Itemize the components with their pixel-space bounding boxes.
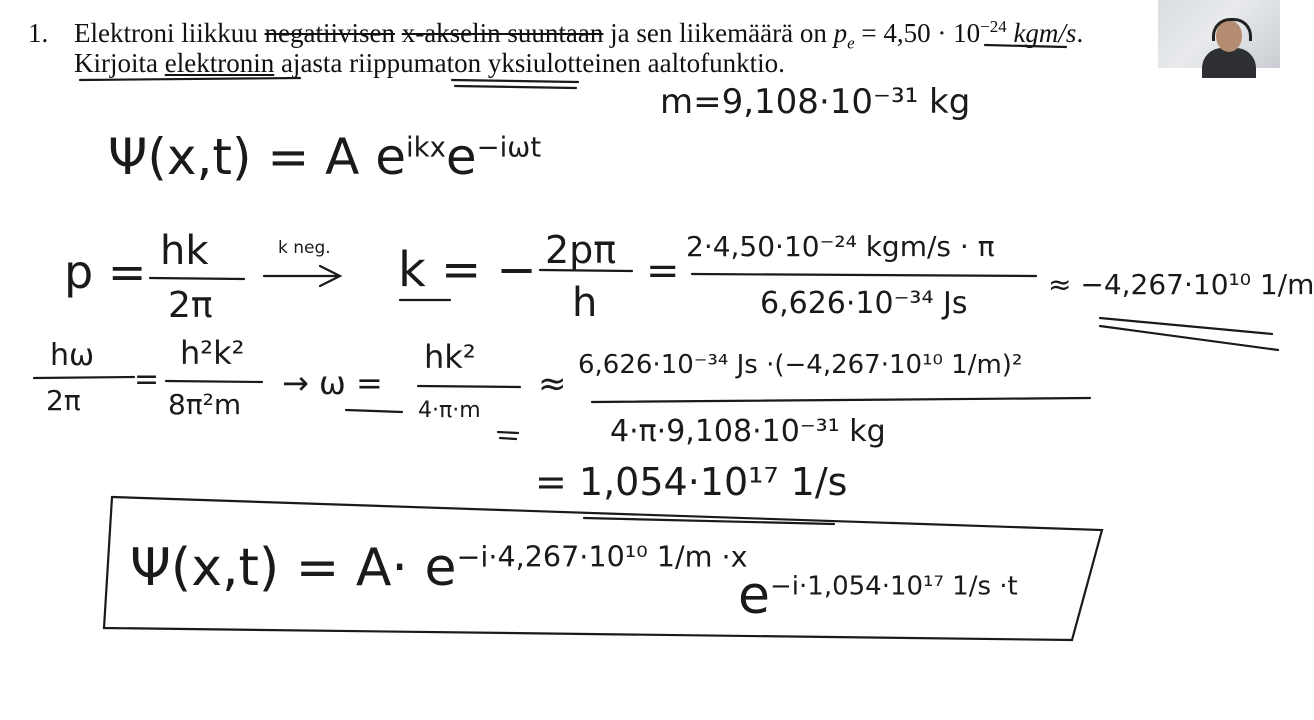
problem-text-2: ja sen liikemäärä on bbox=[603, 18, 834, 48]
k-fraction-bar bbox=[540, 270, 632, 271]
omega-approx: ≈ bbox=[538, 364, 567, 404]
energy-mid-numerator: h²k² bbox=[180, 334, 245, 372]
underline-electron-1 bbox=[452, 80, 578, 82]
problem-text-electron: elektronin bbox=[164, 48, 275, 78]
problem-text-4: ajasta riippumaton yksiulotteinen aaltofunktio. bbox=[274, 48, 785, 78]
k-result-underline-1 bbox=[1100, 318, 1272, 334]
omega-denominator-values: 4·π·9,108·10⁻³¹ kg bbox=[610, 414, 886, 449]
k-lhs: k = − bbox=[398, 242, 537, 298]
momentum-value: 4,50 · 10 bbox=[883, 18, 981, 48]
energy-mid-bar bbox=[166, 381, 262, 382]
omega-numerator-values: 6,626·10⁻³⁴ Js ·(−4,267·10¹⁰ 1/m)² bbox=[578, 350, 1023, 380]
energy-lhs-denominator: 2π bbox=[46, 384, 81, 417]
momentum-symbol: p bbox=[833, 18, 848, 48]
omega-lhs: → ω = bbox=[282, 364, 383, 402]
problem-text-3: . Kirjoita bbox=[74, 18, 1084, 78]
wave-base: Ψ(x,t) = A e bbox=[108, 128, 406, 186]
omega-result: = 1,054·10¹⁷ 1/s bbox=[535, 460, 848, 504]
k-numerator-values: 2·4,50·10⁻²⁴ kgm/s · π bbox=[686, 230, 995, 263]
momentum-subscript: e bbox=[847, 33, 855, 53]
problem-text-direction: x-akselin suuntaan bbox=[401, 18, 604, 48]
energy-lhs-numerator: hω bbox=[50, 338, 95, 373]
k-note-arrow bbox=[264, 266, 340, 286]
momentum-exponent: −24 bbox=[980, 17, 1007, 36]
k-result: ≈ −4,267·10¹⁰ 1/m bbox=[1048, 268, 1314, 301]
p-numerator: hk bbox=[160, 228, 209, 274]
final-exp-space: −i·4,267·10¹⁰ 1/m ·x bbox=[456, 539, 748, 574]
energy-mid-denominator: 8π²m bbox=[168, 388, 242, 421]
final-e2: e bbox=[738, 566, 770, 626]
wave-exp-time: −iωt bbox=[476, 131, 542, 164]
omega-numerator: hk² bbox=[424, 338, 476, 376]
energy-equals: = bbox=[134, 362, 160, 397]
k-values-fraction-bar bbox=[692, 274, 1036, 276]
k-result-underline-2 bbox=[1100, 326, 1278, 350]
k-denominator-values: 6,626·10⁻³⁴ Js bbox=[760, 286, 968, 321]
omega-values-bar bbox=[592, 398, 1090, 402]
p-denominator: 2π bbox=[168, 285, 213, 326]
equals-sign: = bbox=[854, 18, 877, 48]
k-denominator: h bbox=[572, 280, 598, 326]
p-fraction-bar bbox=[150, 278, 244, 279]
underline-electron-2 bbox=[455, 86, 576, 88]
omega-mass-underline bbox=[498, 432, 518, 439]
underline-mass-pe bbox=[985, 45, 1066, 47]
final-exp-time: −i·1,054·10¹⁷ 1/s ·t bbox=[770, 571, 1018, 602]
omega-bar bbox=[418, 386, 520, 387]
problem-number: 1. bbox=[28, 18, 49, 48]
p-lhs: p = bbox=[64, 245, 147, 299]
wave-e2: e bbox=[445, 128, 477, 186]
omega-denominator: 4·π·m bbox=[418, 398, 481, 423]
wave-exp-space: ikx bbox=[406, 131, 446, 164]
k-numerator: 2pπ bbox=[545, 228, 617, 272]
electron-mass: m=9,108·10⁻³¹ kg bbox=[660, 82, 971, 122]
underline-momentum bbox=[80, 78, 300, 80]
problem-text-negative: negatiivisen bbox=[264, 18, 395, 48]
problem-text-1: Elektroni liikkuu bbox=[74, 18, 265, 48]
k-negative-note: k neg. bbox=[278, 238, 331, 258]
k-equals: = bbox=[646, 248, 680, 294]
momentum-unit: kgm/s bbox=[1006, 18, 1077, 48]
final-base: Ψ(x,t) = A· e bbox=[130, 538, 457, 598]
omega-underline bbox=[346, 410, 402, 412]
energy-lhs-bar bbox=[34, 377, 134, 378]
